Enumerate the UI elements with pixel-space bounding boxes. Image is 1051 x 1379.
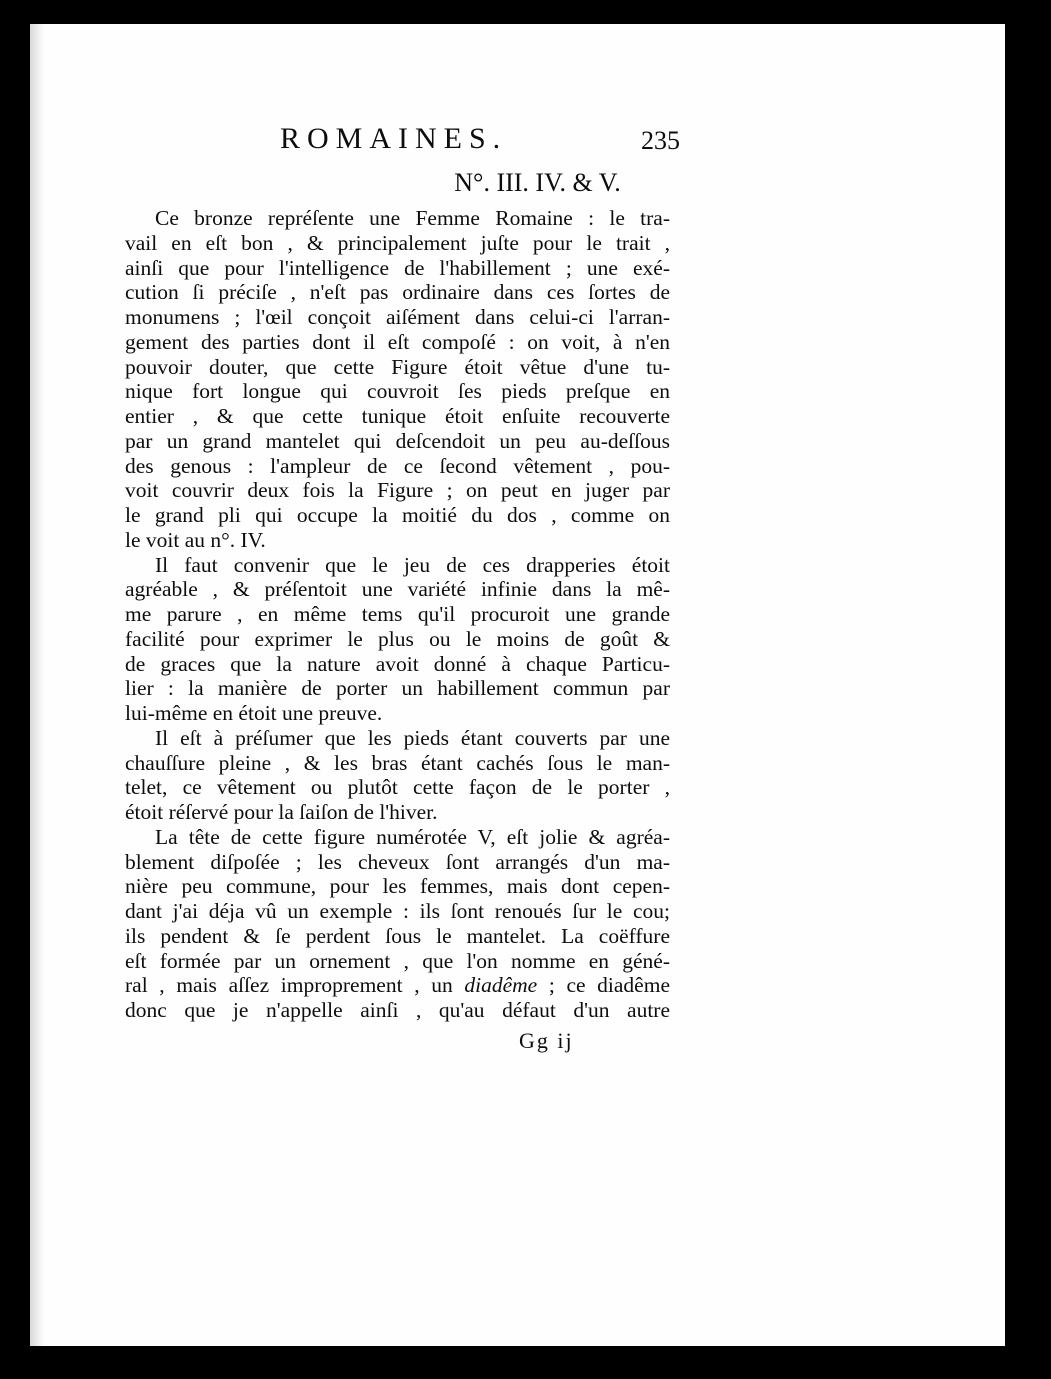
text-line: le grand pli qui occupe la moitié du dos , comme on bbox=[125, 503, 670, 527]
text-line: nière peu commune, pour les femmes, mais dont cepen- bbox=[125, 874, 670, 899]
text-line: blement diſpoſée ; les cheveux ſont arrangés d'un ma- bbox=[125, 849, 670, 874]
text-line: lui-même en étoit une preuve. bbox=[125, 701, 383, 725]
text-line: facilité pour exprimer le plus ou le moins de goût & bbox=[125, 626, 670, 651]
text-line: ainſi que pour l'intelligence de l'habillement ; une exé- bbox=[125, 255, 670, 280]
paragraph-2 bbox=[125, 553, 670, 726]
text-line: par un grand mantelet qui deſcendoit un peu au-deſſous bbox=[125, 428, 670, 453]
text-line: le voit au n°. IV. bbox=[125, 527, 266, 552]
text-line: Ce bronze repréſente une Femme Romaine : le tra- bbox=[155, 206, 670, 230]
text-line: lier : la manière de porter un habillement commun par bbox=[125, 676, 670, 701]
text-line: pouvoir douter, que cette Figure étoit vêtue d'une tu- bbox=[125, 354, 670, 379]
text-line: ils pendent & ſe perdent ſous le mantelet. La coëffure bbox=[125, 923, 670, 948]
text-line: telet, ce vêtement ou plutôt cette façon de le porter , bbox=[125, 775, 670, 800]
paragraph-4 bbox=[125, 825, 670, 1023]
book-page bbox=[30, 24, 1005, 1346]
text-line: entier , & que cette tunique étoit enſuite recouverte bbox=[125, 404, 670, 428]
body-text bbox=[125, 206, 670, 1023]
text-line: Il eſt à préſumer que les pieds étant couverts par une bbox=[155, 725, 670, 750]
text-line: étoit réſervé pour la ſaiſon de l'hiver. bbox=[125, 800, 438, 824]
running-title: ROMAINES. bbox=[280, 122, 508, 155]
text-line: eſt formée par un ornement , que l'on nomme en géné- bbox=[125, 948, 670, 973]
section-heading: N°. III. IV. & V. bbox=[454, 168, 621, 197]
text-line: me parure , en même tems qu'il procuroit une grande bbox=[125, 602, 670, 626]
text-fragment: ral , mais aſſez improprement , un bbox=[125, 973, 465, 998]
page-header bbox=[30, 122, 1005, 166]
text-line: des genous : l'ampleur de ce ſecond vêtement , pou- bbox=[125, 453, 670, 478]
page-number: 235 bbox=[641, 126, 680, 155]
text-line: donc que je n'appelle ainſi , qu'au défaut d'un autre bbox=[125, 998, 670, 1022]
text-line: voit couvrir deux fois la Figure ; on peut en juger par bbox=[125, 478, 670, 503]
text-line: gement des parties dont il eſt compoſé : on voit, à n'en bbox=[125, 329, 670, 354]
text-line: nique fort longue qui couvroit ſes pieds preſque en bbox=[125, 379, 670, 404]
text-line: Il faut convenir que le jeu de ces drapperies étoit bbox=[155, 552, 670, 577]
text-line: vail en eſt bon , & principalement juſte pour le trait , bbox=[125, 230, 670, 255]
text-line: La tête de cette figure numérotée V, eſt jolie & agréa- bbox=[155, 824, 670, 849]
text-line: agréable , & préſentoit une variété infinie dans la mê- bbox=[125, 577, 670, 602]
text-line: de graces que la nature avoit donné à chaque Particu- bbox=[125, 651, 670, 676]
text-line: chauſſure pleine , & les bras étant cachés ſous le man- bbox=[125, 750, 670, 775]
paragraph-3 bbox=[125, 726, 670, 825]
italic-word: diadême bbox=[464, 973, 538, 998]
signature-mark: Gg ij bbox=[519, 1028, 574, 1053]
text-line: dant j'ai déja vû un exemple : ils ſont renoués ſur le cou; bbox=[125, 899, 670, 923]
paragraph-1 bbox=[125, 206, 670, 553]
text-line-with-italic bbox=[125, 973, 670, 998]
text-line: cution ſi préciſe , n'eſt pas ordinaire dans ces ſortes de bbox=[125, 280, 670, 305]
text-fragment: ; ce diadême bbox=[537, 973, 670, 998]
text-line: monumens ; l'œil conçoit aiſément dans celui-ci l'arran- bbox=[125, 305, 670, 329]
